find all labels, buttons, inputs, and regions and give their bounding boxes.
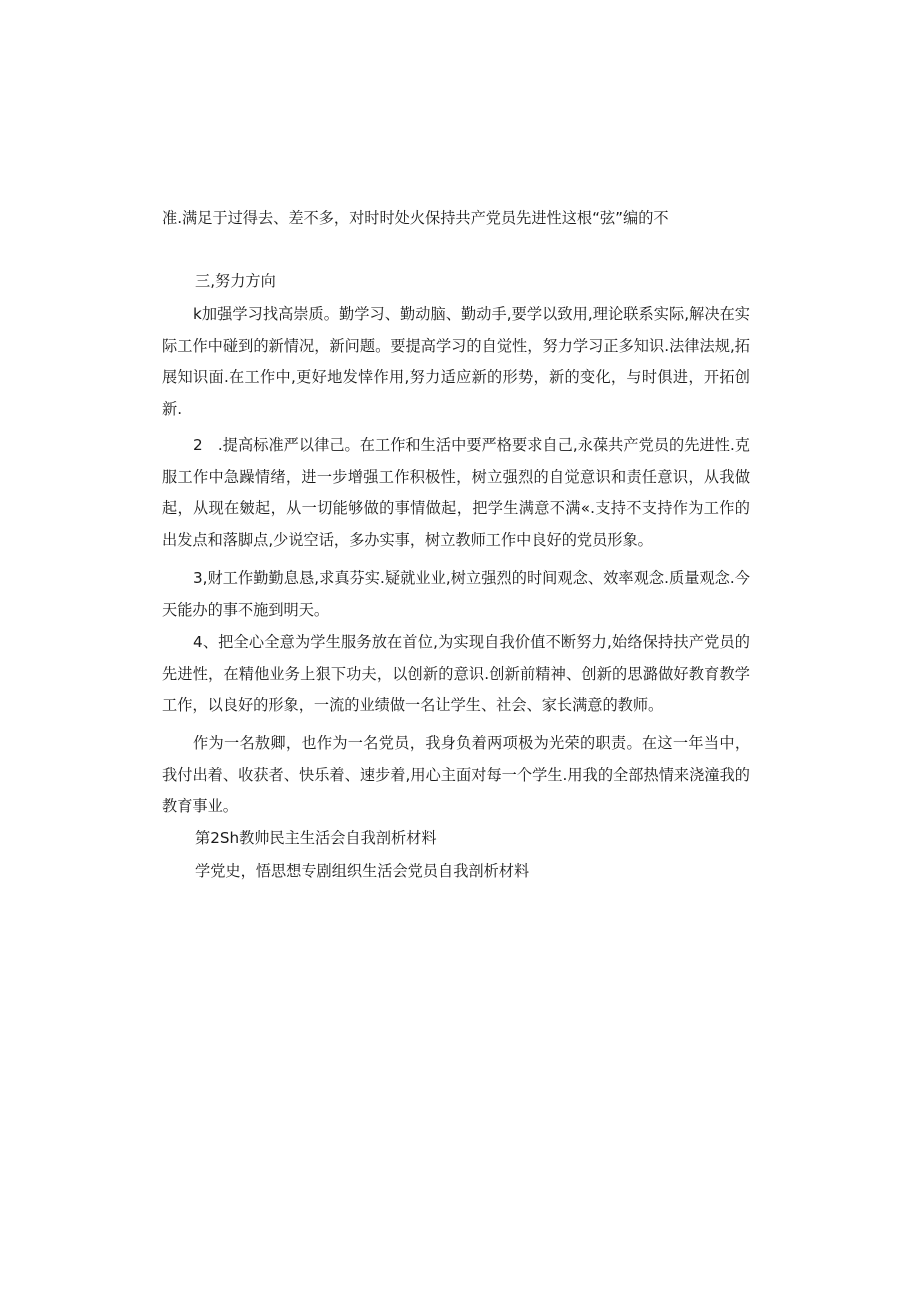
paragraph-3: 3,财工作勤勤息恳,求真芬实.疑就业业,树立强烈的时间观念、效率观念.质量观念.今天能办的事不施到明天。 — [162, 569, 750, 619]
document-subtitle: 学党史，悟思想专剧组织生活会党员自我剖析材料 — [195, 862, 530, 880]
paragraph-1: k加强学习找高崇质。勤学习、勤动脑、勤动手,要学以致用,理论联系实际,解决在实际工作中碰到的新情况，新问题。要提高学习的自觉性，努力学习正多知识.法律法规,拓展知识面.在工作中,更好地发悻作用,努力适应新的形势，新的变化，与时俱进，开拓创新. — [162, 305, 750, 418]
paragraph-2: 2 .提高标准严以律己。在工作和生活中要严格要求自己,永葆共产党员的先进性.克服工作中急躁情绪，进一步增强工作积极性，树立强烈的自觉意识和责任意识，从我做起，从现在皴起，从一切能够做的事情做起，把学生满意不满«.支持不支持作为工作的出发点和落脚点,少说空话，多办实事，树立教师工作中良好的党员形象。 — [162, 436, 750, 549]
paragraph-4: 4、把全心全意为学生服务放在首位,为实现自我价值不断努力,始络保持扶产党员的先进性，在精他业务上狠下功夫，以创新的意识.创新前精神、创新的思潞做好教育教学工作，以良好的形象，一流的业绩做一名让学生、社会、家长满意的教师。 — [162, 633, 750, 714]
top-text-line: 准.满足于过得去、差不多，对时时处火保持共产党员先进性这根“弦”编的不 — [162, 209, 669, 227]
next-document-title: 第2Sh教帅民主生活会自我剖析材料 — [195, 829, 437, 847]
paragraph-5: 作为一名敖卿，也作为一名党员，我身负着两项极为光荣的职责。在这一年当中，我付出着、收获者、快乐着、速步着,用心主面对每一个学生.用我的全部热情来浇潼我的教育事业。 — [162, 734, 750, 815]
section-heading: 三,努力方向 — [195, 272, 276, 290]
